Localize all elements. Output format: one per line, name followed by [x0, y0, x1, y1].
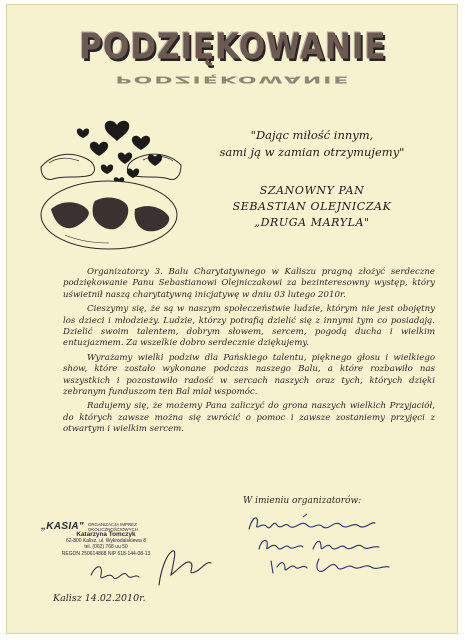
organizers-label: W imieniu organizatorów:	[243, 496, 362, 506]
title-reflection: PODZIĘKOWANIE	[115, 73, 351, 86]
stamp-address: 62-800 Kalisz, ul. Wykrodalskiewa 8	[66, 538, 146, 544]
stamp-owner-name: Katarzyna Tomczyk	[76, 531, 136, 538]
title-block	[7, 23, 458, 86]
stamp-brand: „KASIA"	[41, 521, 84, 532]
stamp-phone: tel. (062) 768 uu 50	[84, 544, 128, 551]
certificate-title: PODZIĘKOWANIE	[79, 26, 387, 68]
place-and-date: Kalisz 14.02.2010r.	[53, 593, 146, 604]
signature-3	[267, 553, 397, 577]
addressee-salutation: SZANOWNY PAN	[259, 184, 365, 197]
motto-quote	[187, 127, 437, 161]
addressee-name: SEBASTIAN OLEJNICZAK	[232, 200, 392, 213]
stamp-signature	[87, 545, 217, 591]
addressee-alias: „DRUGA MARYLA"	[254, 216, 370, 229]
letter-body	[63, 267, 435, 439]
body-paragraph-4: Radujemy się, że możemy Pana zaliczyć do grona naszych wielkich Przyjaciół, do których zawsze można się zwrócić o pomoc i zawsze zostaniemy przyjęci z otwartym i wielkim sercem.	[63, 401, 435, 435]
hearts-globe-illustration	[35, 105, 187, 255]
stamp-tagline-line-2: OKOLICZNOŚCIOWYCH	[87, 527, 138, 532]
body-paragraph-3: Wyrażamy wielki podziw dla Pańskiego talentu, pięknego głosu i wielkiego show, które zostało wykonane podczas naszego Balu, a które rozbawiło nas wszystkich i pozostawiło radość w sercach naszych oraz tych, których dzięki zebranym funduszom ten Bal miał wspomóc.	[63, 352, 435, 398]
certificate-page	[6, 4, 458, 634]
stamp-registration-ids: REGON 250614868 NIP 618-144-08-13	[61, 550, 151, 557]
body-paragraph-2: Cieszymy się, że są w naszym społeczeństwie ludzie, którym nie jest obojętny los dzieci i młodzieży. Ludzie, którzy potrafią dzielić się z innymi tym co posiadają. Dzielić swoim talentem, dobrym słowem, sercem, pogodą ducha i wielkim entuzjazmem. Za wszelkie dobro serdecznie dziękujemy.	[63, 304, 435, 349]
body-paragraph-1: Organizatorzy 3. Balu Charytatywnego w Kaliszu pragną złożyć serdeczne podziękowanie Panu Sebastianowi Olejniczakowi za bezinteresowny występ, który uświetnił naszą charytatywną inicjatywę w dniu 03 lutego 2010r.	[63, 267, 435, 300]
quote-line-2: sami ją w zamian otrzymujemy"	[219, 145, 405, 159]
stamp-tagline-line-1: ORGANIZACJA IMPREZ	[87, 522, 137, 527]
quote-line-1: "Dając miłość innym,	[250, 128, 374, 142]
addressee-block	[192, 183, 432, 231]
